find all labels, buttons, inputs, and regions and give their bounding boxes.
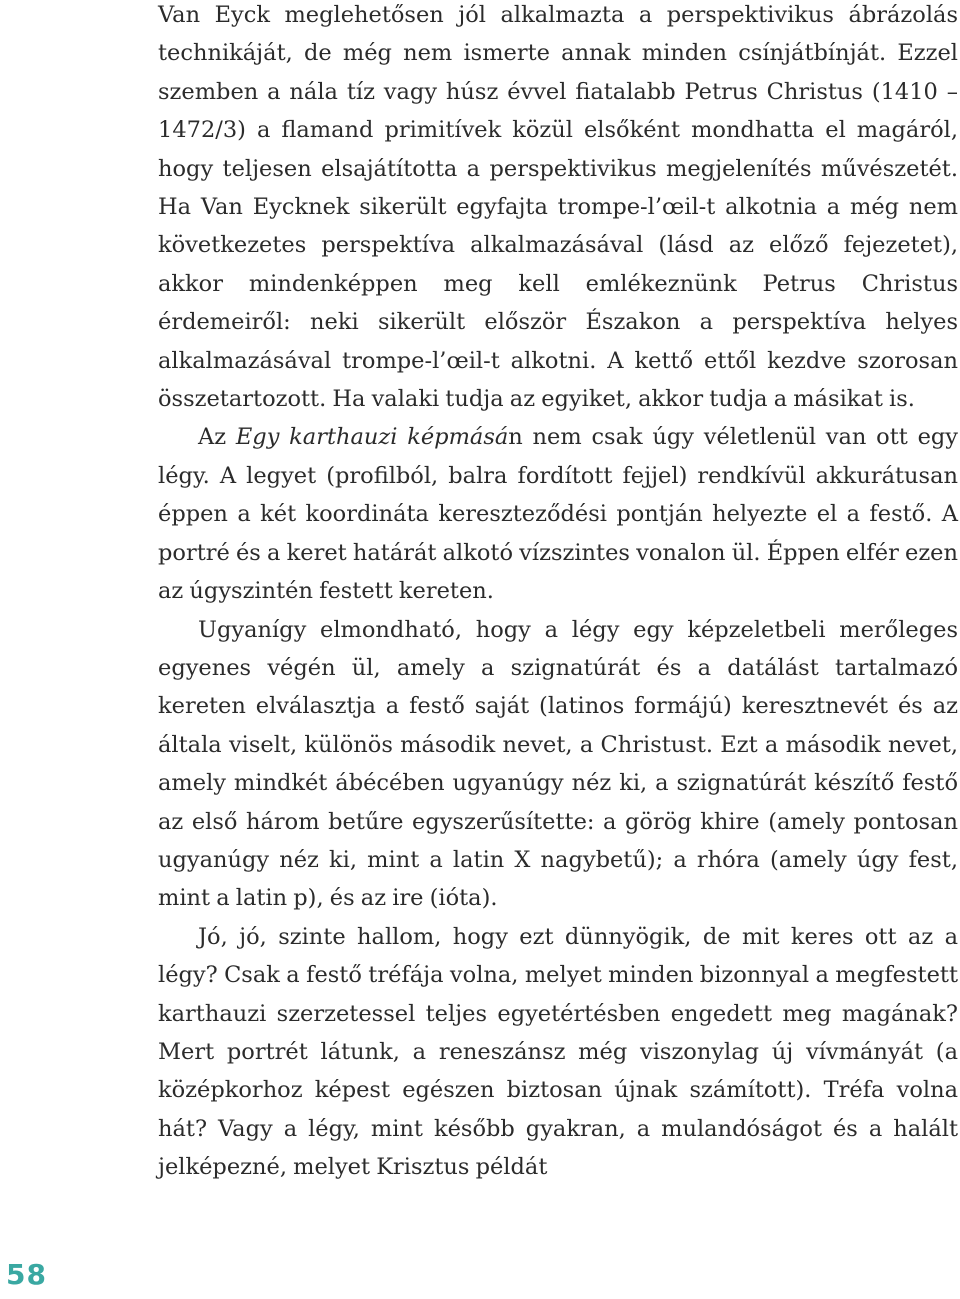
- paragraph-2-italic-title: Egy karthauzi képmásá: [235, 424, 509, 451]
- paragraph-2: [158, 418, 958, 610]
- paragraph-2-rest: n nem csak úgy véletlenül van ott egy légy. A legyet (profilból, balra fordított fejjel) rendkívül akkurátusan éppen a két koordináta kereszteződési pontján helyezte el a festő. A portré és a keret határát alkotó vízszintes vonalon ül. Éppen elfér ezen az úgyszintén festett kereten.: [158, 424, 958, 605]
- body-text: [158, 0, 958, 1187]
- paragraph-3: Ugyanígy elmondható, hogy a légy egy képzeletbeli merőleges egyenes végén ül, amely a szignatúrát és a datálást tartalmazó kereten elválasztja a festő saját (latinos formájú) keresztnevét és az általa viselt, különös második nevet, a Christust. Ezt a második nevet, amely mindkét ábécében ugyanúgy néz ki, a szignatúrát készítő festő az első három betűre egyszerűsítette: a görög khire (amely pontosan ugyanúgy néz ki, mint a latin X nagybetű); a rhóra (amely úgy fest, mint a latin p), és az ire (ióta).: [158, 616, 958, 912]
- paragraph-4: Jó, jó, szinte hallom, hogy ezt dünnyögik, de mit keres ott az a légy? Csak a festő tréfája volna, melyet minden bizonnyal a megfestett karthauzi szerzetessel teljes egyetértésben engedett meg magának? Mert portrét látunk, a reneszánsz még viszonylag új vívmányát (a középkorhoz képest egészen biztosan újnak számított). Tréfa volna hát? Vagy a légy, mint később gyakran, a mulandóságot és a halált jelképezné, melyet Krisztus példát: [158, 923, 958, 1181]
- paragraph-2-start: Az: [198, 424, 236, 451]
- page-number: 58: [6, 1258, 47, 1291]
- paragraph-1: Van Eyck meglehetősen jól alkalmazta a perspektivikus ábrázolás technikáját, de még nem ismerte annak minden csínjátbínját. Ezzel szemben a nála tíz vagy húsz évvel fiatalabb Petrus Christus (1410 – 1472/3) a flamand primitívek közül elsőként mondhatta el magáról, hogy teljesen elsajátította a perspektivikus megjelenítés művészetét. Ha Van Eycknek sikerült egyfajta trompe-l’œil-t alkotnia a még nem következetes perspektíva alkalmazásával (lásd az előző fejezetet), akkor mindenképpen meg kell emlékeznünk Petrus Christus érdemeiről: neki sikerült először Északon a perspektíva helyes alkalmazásával trompe-l’œil-t alkotni. A kettő ettől kezdve szorosan összetartozott. Ha valaki tudja az egyiket, akkor tudja a másikat is.: [158, 2, 958, 413]
